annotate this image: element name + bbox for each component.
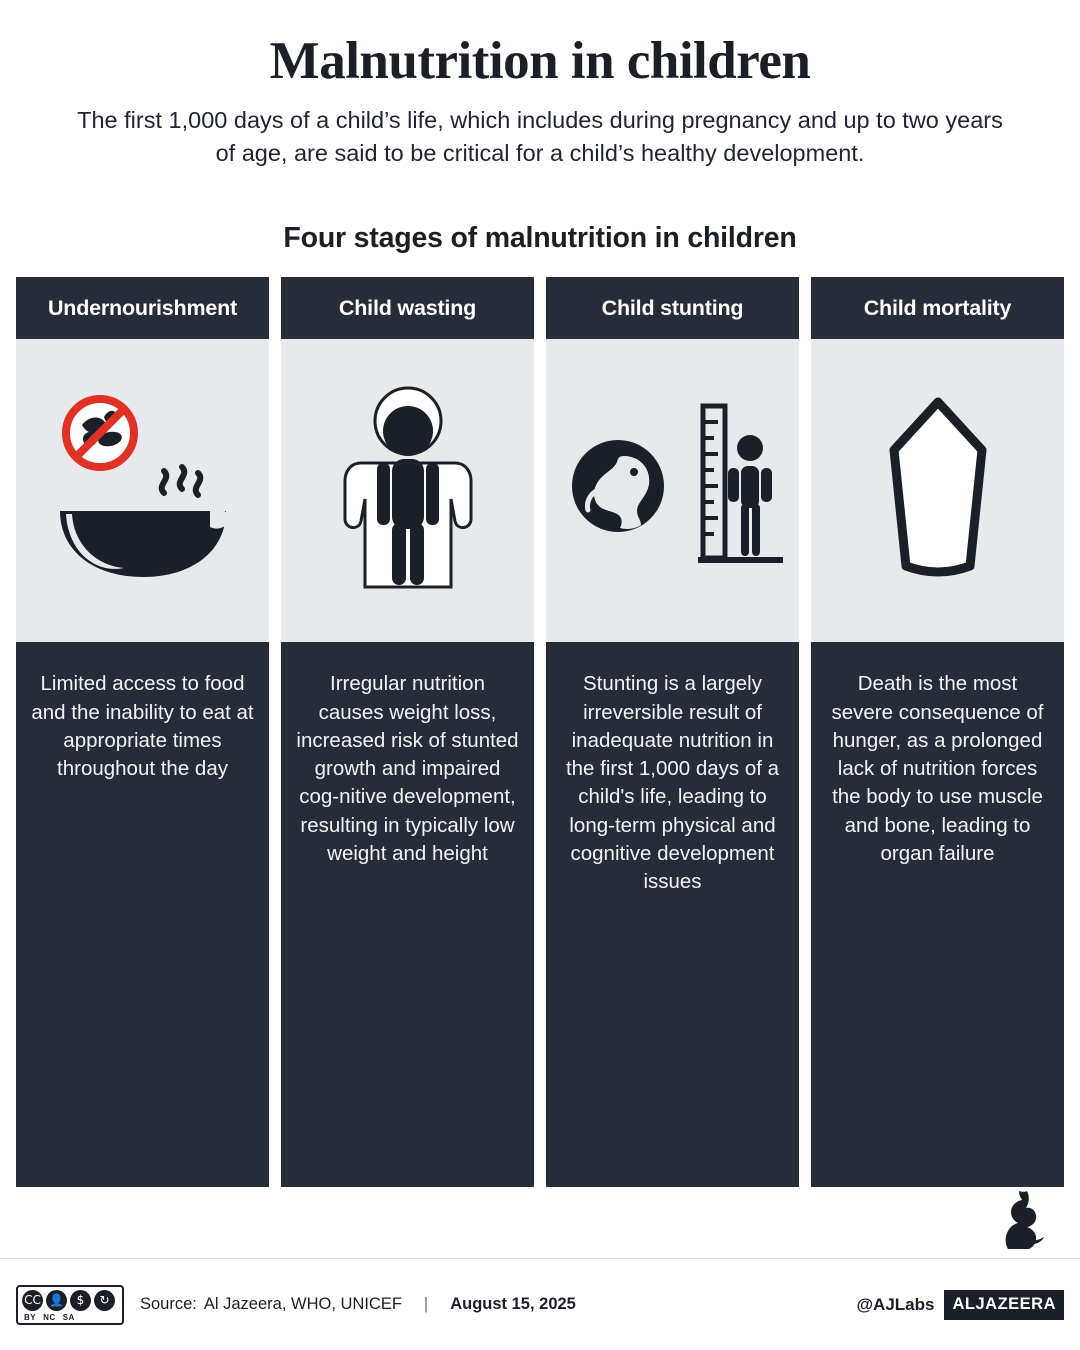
cc-sa-icon: ↻ xyxy=(94,1290,115,1311)
publication-date: August 15, 2025 xyxy=(450,1295,576,1313)
stage-illustration-child-wasting xyxy=(281,339,534,642)
footer-separator: | xyxy=(423,1295,429,1313)
stage-illustration-undernourishment xyxy=(16,339,269,642)
stage-title-child-mortality: Child mortality xyxy=(863,295,1012,320)
coffin-icon xyxy=(878,396,998,586)
footer-branding xyxy=(856,1290,1064,1320)
stage-card-child-mortality xyxy=(811,277,1064,1187)
cc-mark-sa: SA xyxy=(62,1312,75,1322)
stage-description-child-wasting: Irregular nutrition causes weight loss, increased risk of stunted growth and impaired cog-nitive development, resulting in typically low weight and height xyxy=(296,672,519,866)
stage-illustration-child-mortality xyxy=(811,339,1064,642)
short-child-figure xyxy=(728,435,772,556)
thin-child-figure-icon xyxy=(313,383,503,598)
page-subtitle: The first 1,000 days of a child’s life, which includes during pregnancy and up to two years of age, are said to be critical for a child’s healthy development. xyxy=(77,106,1003,166)
stage-description-child-stunting: Stunting is a largely irreversible result of inadequate nutrition in the first 1,000 days of a child's life, leading to long-term physical and cognitive development issues xyxy=(565,672,780,894)
stage-title-child-stunting: Child stunting xyxy=(601,295,744,320)
page-title: Malnutrition in children xyxy=(269,32,811,90)
al-jazeera-calligraphy-logo xyxy=(996,1187,1058,1254)
aljazeera-logo: ALJAZEERA xyxy=(944,1290,1064,1320)
no-food-bowl-icon xyxy=(38,381,248,601)
cc-by-icon: 👤 xyxy=(46,1290,67,1311)
cc-license-badge[interactable] xyxy=(16,1285,124,1325)
ajlabs-handle[interactable]: @AJLabs xyxy=(856,1294,935,1314)
source-label: Source: xyxy=(140,1295,197,1313)
stage-card-child-stunting xyxy=(546,277,799,1187)
stage-illustration-child-stunting xyxy=(546,339,799,642)
stage-description-undernourishment: Limited access to food and the inability to eat at appropriate times throughout the day xyxy=(31,672,254,781)
cc-nc-icon: $ xyxy=(70,1290,91,1311)
fetus-icon xyxy=(572,440,664,532)
source-value: Al Jazeera, WHO, UNICEF xyxy=(203,1295,402,1313)
section-title: Four stages of malnutrition in children xyxy=(283,222,797,255)
stage-card-undernourishment xyxy=(16,277,269,1187)
stage-title-child-wasting: Child wasting xyxy=(338,295,477,320)
stage-description-child-mortality: Death is the most severe consequence of hunger, as a prolonged lack of nutrition forces the body to use muscle and bone, leading to organ failure xyxy=(831,672,1044,866)
stage-card-child-wasting xyxy=(281,277,534,1187)
stages-grid xyxy=(0,277,1080,1187)
infographic-header xyxy=(0,0,1080,170)
cc-icon: CC xyxy=(22,1290,43,1311)
cc-mark-by: BY xyxy=(24,1312,37,1322)
footer xyxy=(0,1258,1080,1350)
stage-title-undernourishment: Undernourishment xyxy=(47,295,238,320)
cc-mark-nc: NC xyxy=(43,1312,56,1322)
fetus-and-height-chart-icon xyxy=(558,386,788,596)
